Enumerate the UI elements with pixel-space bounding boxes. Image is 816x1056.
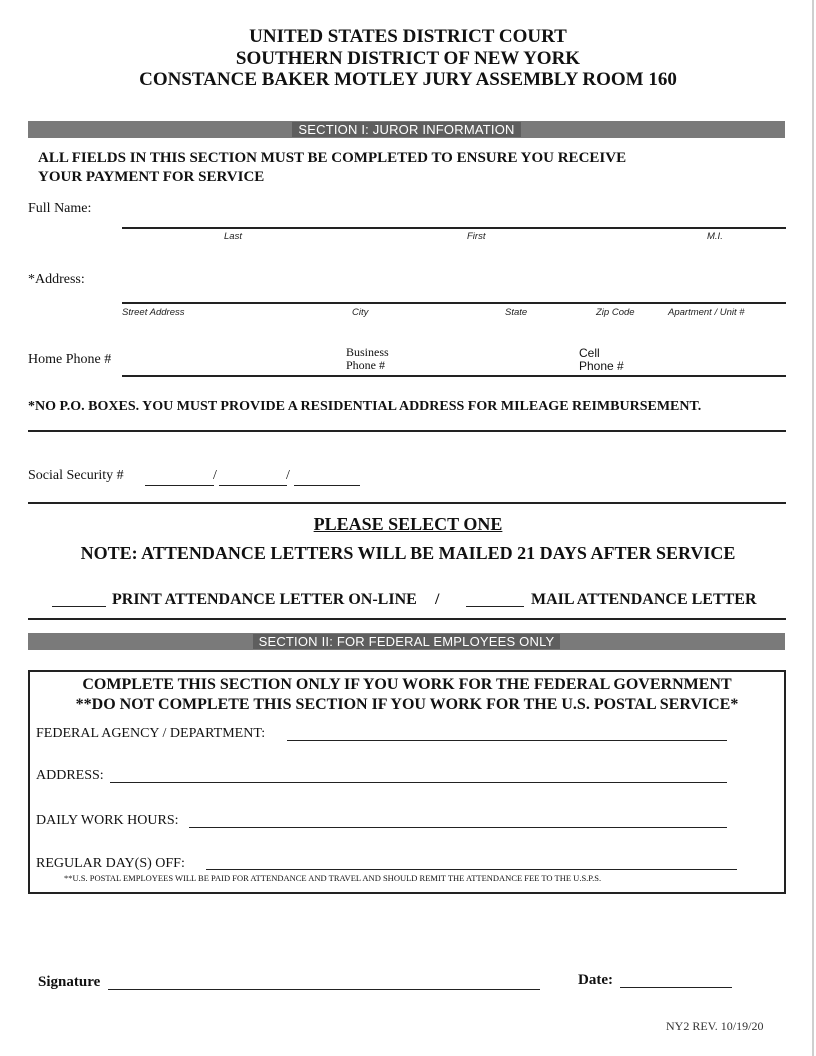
print-letter-checkbox[interactable]: [52, 606, 106, 607]
section-1-notice: [38, 149, 626, 187]
business-phone-label-line2: Phone #: [346, 358, 385, 372]
days-off-label: REGULAR DAY(S) OFF:: [36, 856, 185, 871]
federal-address-label: ADDRESS:: [36, 768, 104, 783]
federal-instruction: COMPLETE THIS SECTION ONLY IF YOU WORK FOR THE FEDERAL GOVERNMENT: [82, 676, 732, 693]
cell-phone-label: [579, 347, 624, 373]
section-2-header: [28, 633, 785, 650]
first-name-caption: First: [467, 231, 486, 242]
district-name: SOUTHERN DISTRICT OF NEW YORK: [235, 48, 581, 69]
postal-employee-note: **U.S. POSTAL EMPLOYEES WILL BE PAID FOR ATTENDANCE AND TRAVEL AND SHOULD REMIT THE ATTENDANCE FEE TO THE U.S.P.S.: [64, 873, 602, 883]
divider: [28, 430, 786, 432]
print-letter-option: PRINT ATTENDANCE LETTER ON-LINE: [112, 591, 417, 608]
middle-initial-caption: M.I.: [707, 231, 723, 242]
address-label: *Address:: [28, 272, 85, 287]
agency-label: FEDERAL AGENCY / DEPARTMENT:: [36, 726, 266, 741]
business-phone-label: [346, 346, 389, 372]
ssn-part-2-field[interactable]: [219, 485, 287, 486]
ssn-label: Social Security #: [28, 468, 124, 483]
attendance-note: NOTE: ATTENDANCE LETTERS WILL BE MAILED 21 DAYS AFTER SERVICE: [80, 543, 736, 563]
federal-address-field[interactable]: [110, 782, 727, 783]
ssn-separator: /: [213, 468, 217, 483]
days-off-field[interactable]: [206, 869, 737, 870]
section-1-notice-line1: ALL FIELDS IN THIS SECTION MUST BE COMPLETED TO ENSURE YOU RECEIVE: [38, 150, 627, 166]
state-caption: State: [505, 307, 528, 318]
mail-letter-checkbox[interactable]: [466, 606, 524, 607]
phone-field[interactable]: [122, 375, 786, 377]
home-phone-label: Home Phone #: [28, 352, 112, 367]
signature-field[interactable]: [108, 989, 540, 990]
select-one-heading: PLEASE SELECT ONE: [313, 514, 503, 534]
room-name: CONSTANCE BAKER MOTLEY JURY ASSEMBLY ROOM 160: [139, 69, 677, 90]
ssn-separator: /: [286, 468, 290, 483]
apartment-caption: Apartment / Unit #: [668, 307, 745, 318]
divider: [28, 502, 786, 504]
full-name-field[interactable]: [122, 227, 786, 229]
ssn-part-3-field[interactable]: [294, 485, 360, 486]
work-hours-label: DAILY WORK HOURS:: [36, 813, 179, 828]
option-separator: /: [435, 591, 440, 608]
address-field[interactable]: [122, 302, 786, 304]
ssn-part-1-field[interactable]: [145, 485, 214, 486]
section-2-title: SECTION II: FOR FEDERAL EMPLOYEES ONLY: [253, 634, 561, 649]
full-name-label: Full Name:: [28, 201, 92, 216]
section-1-header: [28, 121, 785, 138]
mail-letter-option: MAIL ATTENDANCE LETTER: [531, 591, 757, 608]
last-name-caption: Last: [224, 231, 242, 242]
zip-caption: Zip Code: [596, 307, 635, 318]
section-1-title: SECTION I: JUROR INFORMATION: [292, 122, 520, 137]
work-hours-field[interactable]: [189, 827, 727, 828]
postal-instruction: **DO NOT COMPLETE THIS SECTION IF YOU WORK FOR THE U.S. POSTAL SERVICE*: [75, 696, 739, 713]
cell-phone-label-line2: Phone #: [579, 359, 624, 373]
section-1-notice-line2: YOUR PAYMENT FOR SERVICE: [38, 169, 265, 185]
city-caption: City: [352, 307, 369, 318]
po-box-notice: *NO P.O. BOXES. YOU MUST PROVIDE A RESIDENTIAL ADDRESS FOR MILEAGE REIMBURSEMENT.: [28, 399, 702, 414]
business-phone-label-line1: Business: [346, 345, 389, 359]
agency-field[interactable]: [287, 740, 727, 741]
divider: [28, 618, 786, 620]
street-caption: Street Address: [122, 307, 185, 318]
signature-label: Signature: [38, 974, 101, 990]
date-label: Date:: [578, 972, 613, 988]
court-name: UNITED STATES DISTRICT COURT: [249, 26, 567, 47]
form-revision: NY2 REV. 10/19/20: [666, 1019, 764, 1033]
cell-phone-label-line1: Cell: [579, 346, 600, 360]
date-field[interactable]: [620, 987, 732, 988]
scan-edge: [812, 0, 814, 1056]
